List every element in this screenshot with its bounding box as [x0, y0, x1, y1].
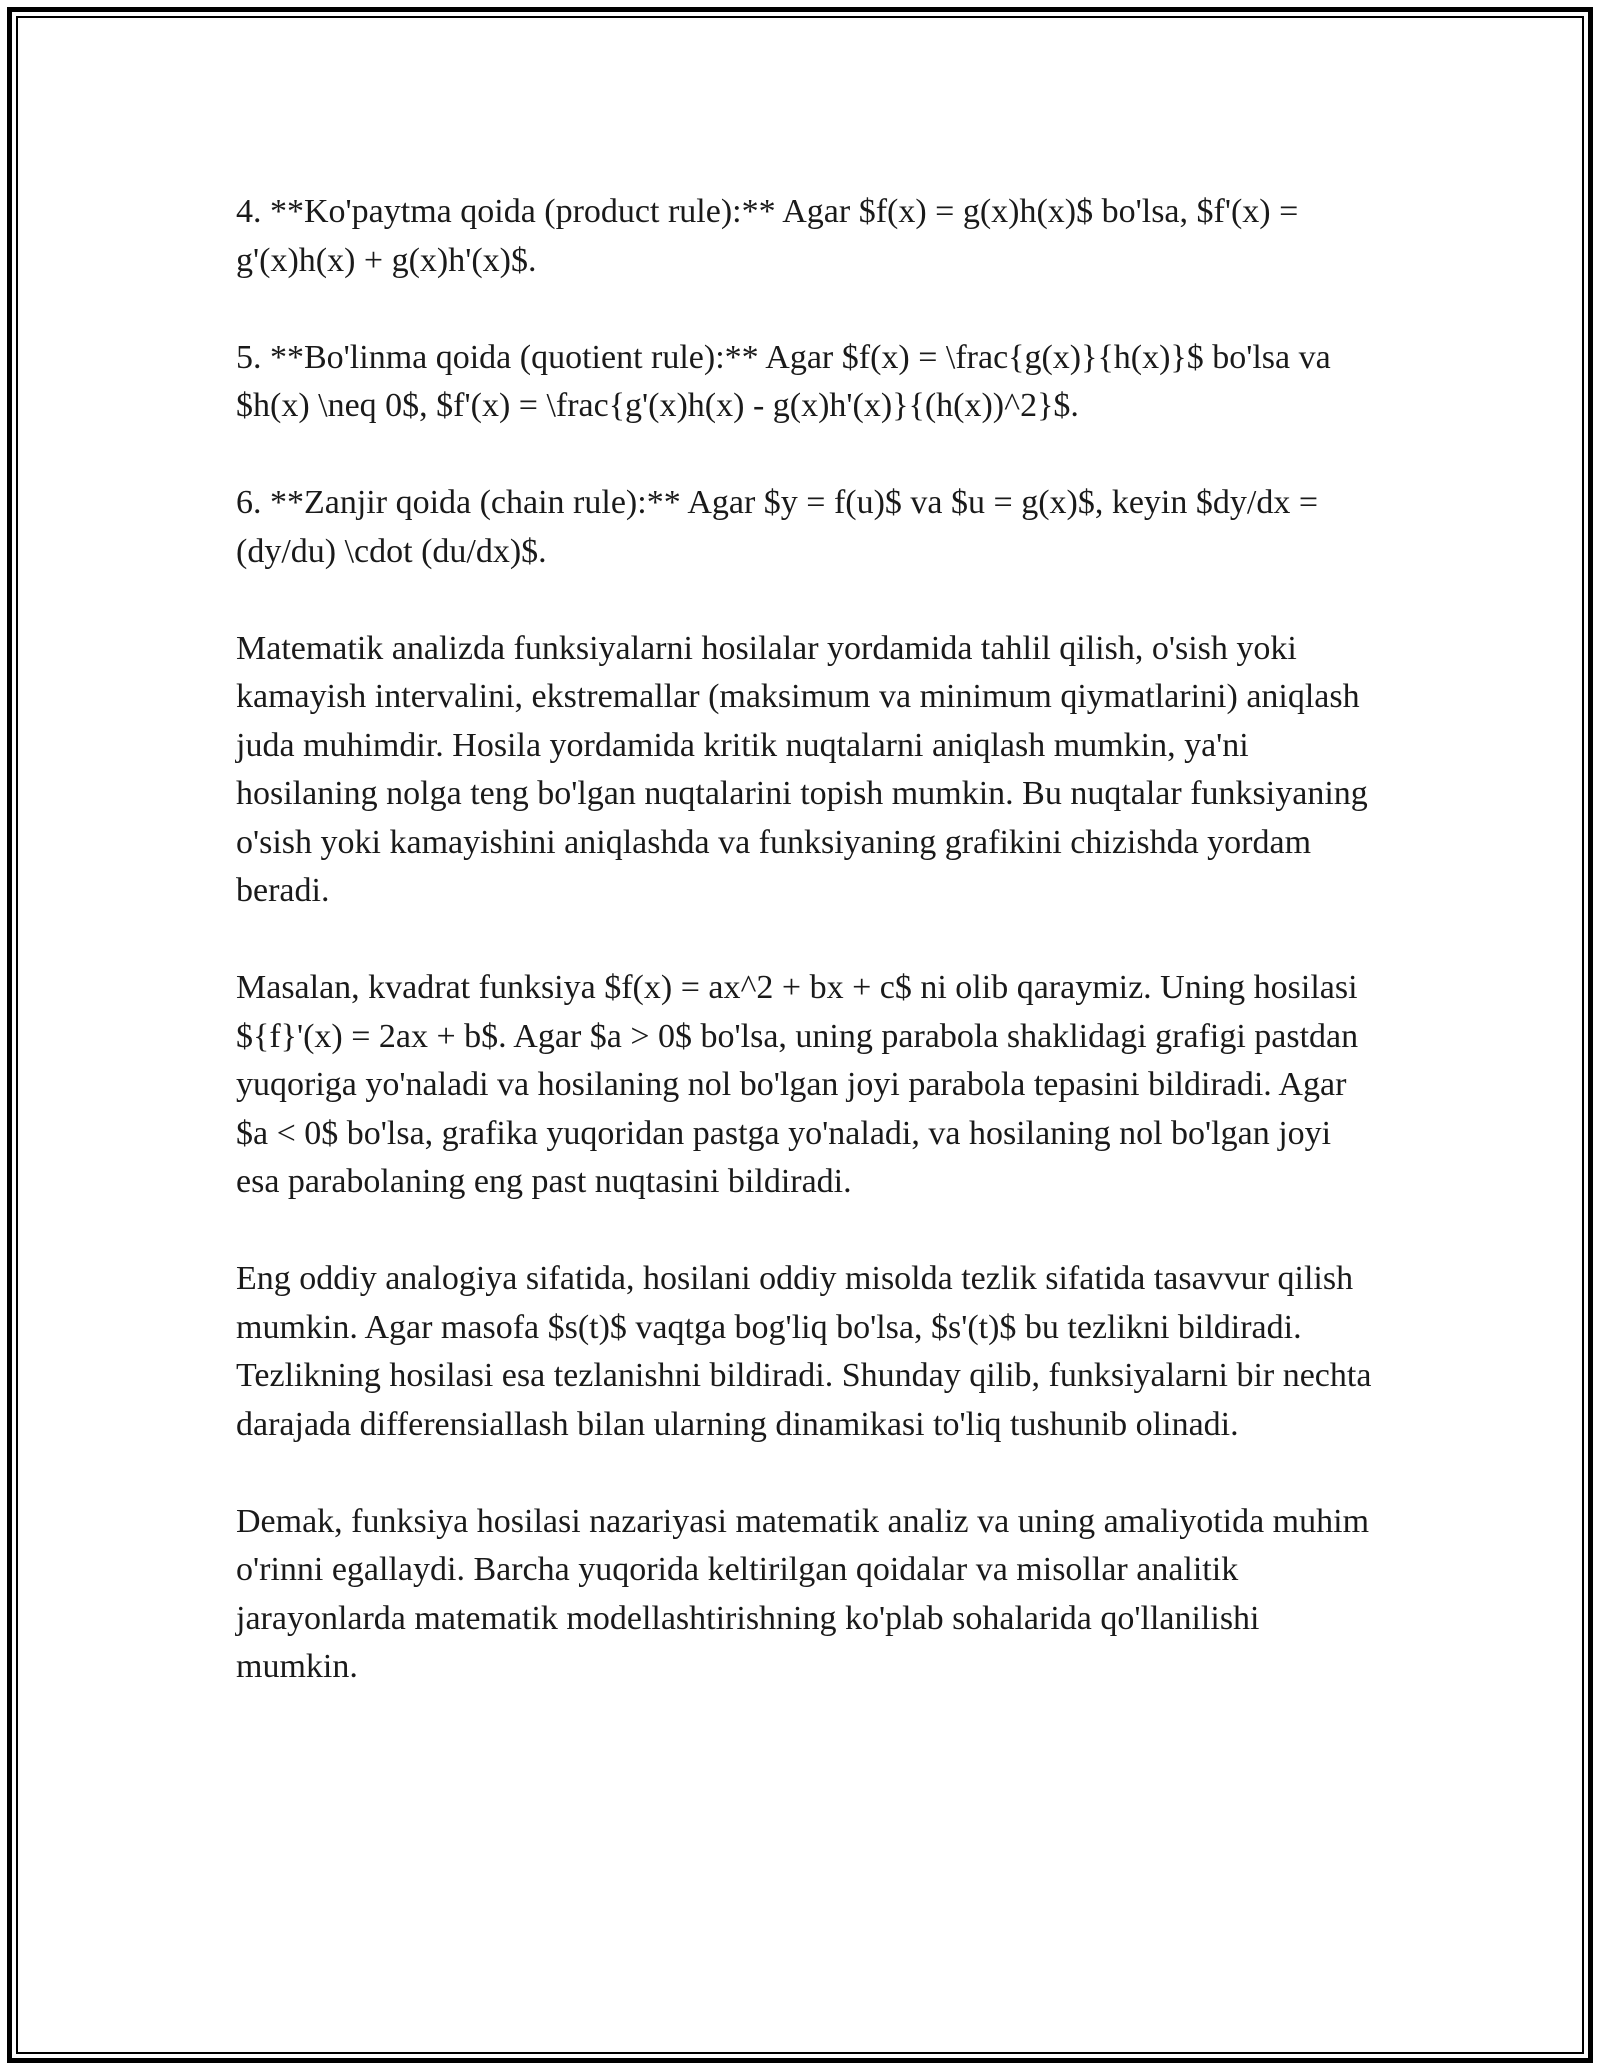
- paragraph-conclusion: Demak, funksiya hosilasi nazariyasi matematik analiz va uning amaliyotida muhim o'rinni egallaydi. Barcha yuqorida keltirilgan qoidalar va misollar analitik jarayonlarda matematik modellashtirishning ko'plab sohalarida qo'llanilishi mumkin.: [236, 1502, 1370, 1685]
- paragraph-analysis: Matematik analizda funksiyalarni hosilalar yordamida tahlil qilish, o'sish yoki kamayish intervalini, ekstremallar (maksimum va minimum qiymatlarini) aniqlash juda muhimdir. Hosila yordamida kritik nuqtalarni aniqlash mumkin, ya'ni hosilaning nolga teng bo'lgan nuqtalarini topish mumkin. Bu nuqtalar funksiyaning o'sish yoki kamayishini aniqlashda va funksiyaning grafikini chizishda yordam beradi.: [236, 629, 1368, 909]
- paragraph-quotient-rule: 5. **Bo'linma qoida (quotient rule):** Agar $f(x) = \frac{g(x)}{h(x)}$ bo'lsa va $h(x) \neq 0$, $f'(x) = \frac{g'(x)h(x) - g(x)h'(x)}{(h(x))^2}$.: [236, 338, 1331, 424]
- paragraph-quadratic-example: Masalan, kvadrat funksiya $f(x) = ax^2 + bx + c$ ni olib qaraymiz. Uning hosilasi ${f}'(x) = 2ax + b$. Agar $a > 0$ bo'lsa, uning parabola shaklidagi grafigi pastdan yuqoriga yo'naladi va hosilaning nol bo'lgan joyi parabola tepasini bildiradi. Agar $a < 0$ bo'lsa, grafika yuqoridan pastga yo'naladi, va hosilaning nol bo'lgan joyi esa parabolaning eng past nuqtasini bildiradi.: [236, 969, 1359, 1200]
- paragraph-velocity-analogy: Eng oddiy analogiya sifatida, hosilani oddiy misolda tezlik sifatida tasavvur qilish mumkin. Agar masofa $s(t)$ vaqtga bog'liq bo'lsa, $s'(t)$ bu tezlikni bildiradi. Tezlikning hosilasi esa tezlanishni bildiradi. Shunday qilib, funksiyalarni bir nechta darajada differensiallash bilan ularning dinamikasi to'liq tushunib olinadi.: [236, 1260, 1372, 1443]
- paragraph-chain-rule: 6. **Zanjir qoida (chain rule):** Agar $y = f(u)$ va $u = g(x)$, keyin $dy/dx = (dy/du) \cdot (du/dx)$.: [236, 484, 1318, 570]
- document-body: [236, 188, 1376, 1740]
- paragraph-product-rule: 4. **Ko'paytma qoida (product rule):** Agar $f(x) = g(x)h(x)$ bo'lsa, $f'(x) = g'(x)h(x) + g(x)h'(x)$.: [236, 193, 1299, 279]
